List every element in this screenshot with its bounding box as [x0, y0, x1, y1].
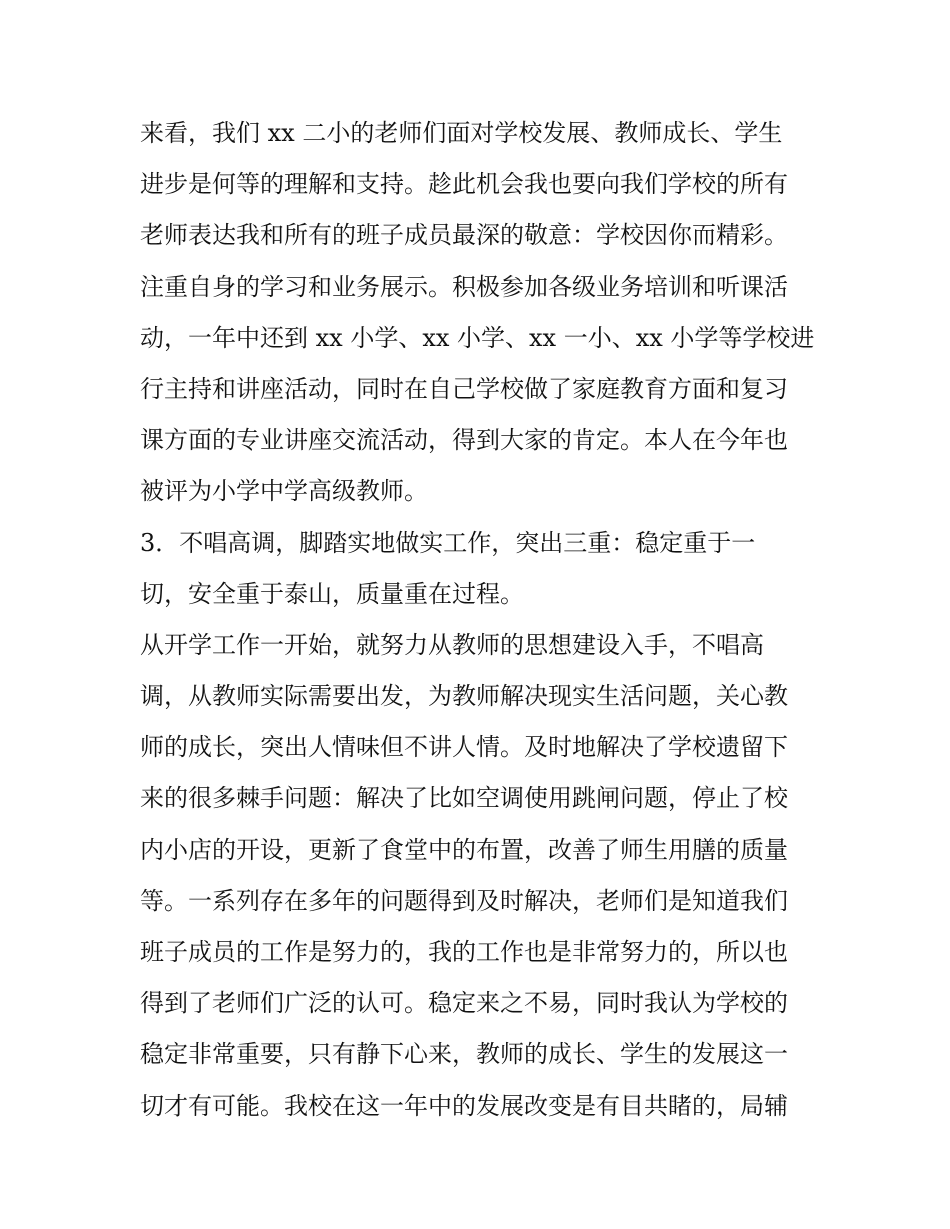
text-line: 来的很多棘手问题：解决了比如空调使用跳闸问题，停止了校	[140, 784, 788, 813]
text-line: 3．不唱高调，脚踏实地做实工作，突出三重：稳定重于一	[140, 528, 756, 557]
text-line: 来看，我们 xx 二小的老师们面对学校发展、教师成长、学生	[140, 119, 783, 147]
text-line: 切，安全重于泰山，质量重在过程。	[140, 579, 524, 608]
text-line: 行主持和讲座活动，同时在自己学校做了家庭教育方面和复习	[140, 374, 788, 403]
text-line: 师的成长，突出人情味但不讲人情。及时地解决了学校遗留下	[140, 733, 788, 762]
text-line: 注重自身的学习和业务展示。积极参加各级业务培训和听课活	[140, 272, 788, 301]
text-line: 得到了老师们广泛的认可。稳定来之不易，同时我认为学校的	[140, 989, 788, 1018]
body-text	[140, 108, 840, 1132]
text-line: 动，一年中还到 xx 小学、xx 小学、xx 一小、xx 小学等学校进	[140, 323, 815, 352]
text-line: 班子成员的工作是努力的，我的工作也是非常努力的，所以也	[140, 938, 788, 966]
text-line: 进步是何等的理解和支持。趁此机会我也要向我们学校的所有	[140, 170, 788, 199]
text-line: 被评为小学中学高级教师。	[140, 477, 428, 506]
text-line: 稳定非常重要，只有静下心来，教师的成长、学生的发展这一	[140, 1040, 788, 1069]
text-line: 课方面的专业讲座交流活动，得到大家的肯定。本人在今年也	[140, 426, 788, 455]
text-line: 从开学工作一开始，就努力从教师的思想建设入手，不唱高	[140, 630, 764, 659]
text-line: 调，从教师实际需要出发，为教师解决现实生活问题，关心教	[140, 682, 788, 711]
text-line: 老师表达我和所有的班子成员最深的敬意：学校因你而精彩。	[140, 221, 788, 250]
text-line: 内小店的开设，更新了食堂中的布置，改善了师生用膳的质量	[140, 835, 788, 864]
text-line: 等。一系列存在多年的问题得到及时解决，老师们是知道我们	[140, 886, 788, 915]
text-line: 切才有可能。我校在这一年中的发展改变是有目共睹的，局辅	[140, 1091, 788, 1120]
